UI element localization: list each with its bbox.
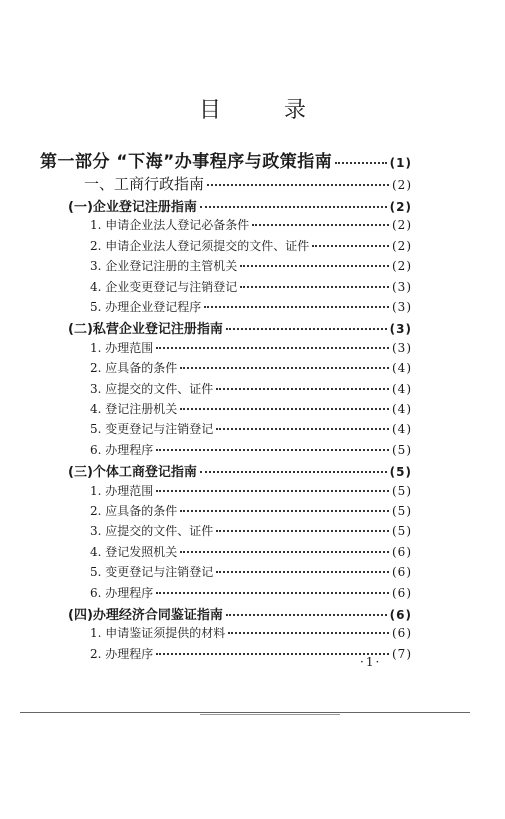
toc-page-number: (5)	[392, 442, 412, 457]
toc-item-label: 1. 办理范围	[90, 483, 154, 498]
toc-page-number: (2)	[392, 218, 412, 233]
toc-item-entry	[90, 543, 412, 560]
dot-leader	[216, 571, 389, 573]
dot-leader	[204, 306, 389, 308]
toc-item-label: 3. 应提交的文件、证件	[90, 381, 214, 396]
dot-leader	[312, 245, 389, 247]
toc-part-label: 第一部分 “下海”办事程序与政策指南	[40, 152, 333, 172]
toc-subsection-label: (一)企业登记注册指南	[68, 200, 197, 215]
toc-page-number: (2)	[392, 178, 412, 192]
toc-item-entry	[90, 278, 412, 295]
bottom-rule-secondary	[200, 714, 340, 715]
toc-page-number: (6)	[392, 626, 412, 641]
dot-leader	[180, 408, 389, 410]
dot-leader	[226, 328, 387, 330]
dot-leader	[180, 510, 389, 512]
toc-subsection-entry	[68, 318, 412, 337]
toc-subsection-entry	[68, 461, 412, 480]
dot-leader	[216, 530, 389, 532]
page-number-footer: ·1·	[360, 655, 382, 669]
toc-page-number: (2)	[392, 238, 412, 253]
dot-leader	[216, 428, 389, 430]
dot-leader	[335, 162, 386, 164]
toc-item-label: 3. 企业登记注册的主管机关	[90, 259, 238, 274]
dot-leader	[200, 471, 387, 473]
toc-subsection-label: (三)个体工商登记指南	[68, 465, 197, 481]
bottom-rule	[20, 712, 470, 713]
toc-page-number: (3)	[392, 340, 412, 355]
toc-page-number: (7)	[392, 646, 412, 661]
toc-item-entry	[90, 216, 412, 233]
toc-page-number: (3)	[392, 279, 412, 294]
toc-item-label: 1. 办理范围	[90, 340, 154, 355]
toc-item-entry	[90, 482, 412, 499]
toc-item-entry	[90, 400, 412, 417]
toc-page-number: (6)	[389, 608, 412, 622]
toc-part-entry	[40, 147, 412, 172]
toc-page-number: (5)	[392, 483, 412, 498]
toc-page-number: (5)	[389, 465, 412, 480]
toc-item-label: 5. 变更登记与注销登记	[90, 422, 214, 437]
dot-leader	[156, 490, 389, 492]
toc-page-number: (4)	[392, 361, 412, 376]
toc-subsection-label: (四)办理经济合同鉴证指南	[68, 608, 223, 623]
toc-item-label: 4. 企业变更登记与注销登记	[90, 279, 238, 294]
toc-item-label: 3. 应提交的文件、证件	[90, 524, 214, 539]
toc-page-number: (1)	[389, 156, 412, 170]
toc-item-entry	[90, 298, 412, 315]
toc-section-entry	[84, 173, 412, 194]
dot-leader	[228, 632, 389, 634]
dot-leader	[156, 592, 389, 594]
toc-item-label: 2. 申请企业法人登记须提交的文件、证件	[90, 238, 310, 253]
toc-page-number: (4)	[392, 381, 412, 396]
toc-item-entry	[90, 563, 412, 580]
dot-leader	[252, 224, 389, 226]
toc-item-label: 2. 应具备的条件	[90, 504, 178, 518]
toc-page-number: (6)	[392, 544, 412, 559]
dot-leader	[207, 184, 389, 186]
dot-leader	[226, 614, 387, 616]
toc-item-entry	[90, 420, 412, 437]
toc-page-number: (2)	[392, 259, 412, 274]
toc-item-entry	[90, 380, 412, 397]
toc-section-label: 一、工商行政指南	[84, 175, 205, 193]
toc-page-number: (2)	[389, 200, 412, 214]
toc-item-entry	[90, 624, 412, 641]
dot-leader	[180, 551, 389, 553]
toc-subsection-label: (二)私营企业登记注册指南	[68, 322, 223, 338]
toc-page-number: (5)	[392, 524, 412, 539]
toc-page-number: (3)	[392, 300, 412, 314]
dot-leader	[240, 286, 389, 288]
dot-leader	[240, 265, 389, 267]
toc-item-entry	[90, 441, 412, 458]
dot-leader	[156, 449, 389, 451]
toc-subsection-entry	[68, 196, 412, 215]
dot-leader	[180, 367, 389, 369]
dot-leader	[156, 347, 389, 349]
toc-item-label: 4. 登记发照机关	[90, 544, 178, 559]
toc-item-entry	[90, 237, 412, 254]
toc-item-label: 6. 办理程序	[90, 585, 154, 600]
toc-item-label: 5. 办理企业登记程序	[90, 300, 202, 314]
page-title: 目 录	[199, 98, 334, 123]
toc-page-number: (5)	[392, 504, 412, 518]
toc-item-entry	[90, 359, 412, 376]
dot-leader	[156, 653, 389, 655]
toc-item-label: 4. 登记注册机关	[90, 402, 178, 416]
toc-item-label: 1. 申请企业法人登记必备条件	[90, 218, 250, 233]
toc-item-label: 2. 办理程序	[90, 646, 154, 661]
toc-item-label: 1. 申请鉴证须提供的材料	[90, 626, 226, 641]
toc-item-entry	[90, 502, 412, 519]
toc-page-number: (6)	[392, 565, 412, 580]
toc-item-label: 5. 变更登记与注销登记	[90, 565, 214, 580]
toc-page-number: (3)	[389, 322, 412, 337]
toc-item-entry	[90, 522, 412, 539]
toc-item-entry	[90, 257, 412, 274]
toc-page-number: (4)	[392, 422, 412, 437]
toc-item-entry	[90, 584, 412, 601]
dot-leader	[216, 388, 389, 390]
toc-subsection-entry	[68, 604, 412, 623]
toc-page-number: (6)	[392, 585, 412, 600]
toc-item-label: 6. 办理程序	[90, 442, 154, 457]
toc-item-entry	[90, 339, 412, 356]
toc-page-number: (4)	[392, 402, 412, 416]
toc-item-label: 2. 应具备的条件	[90, 361, 178, 376]
dot-leader	[200, 206, 387, 208]
